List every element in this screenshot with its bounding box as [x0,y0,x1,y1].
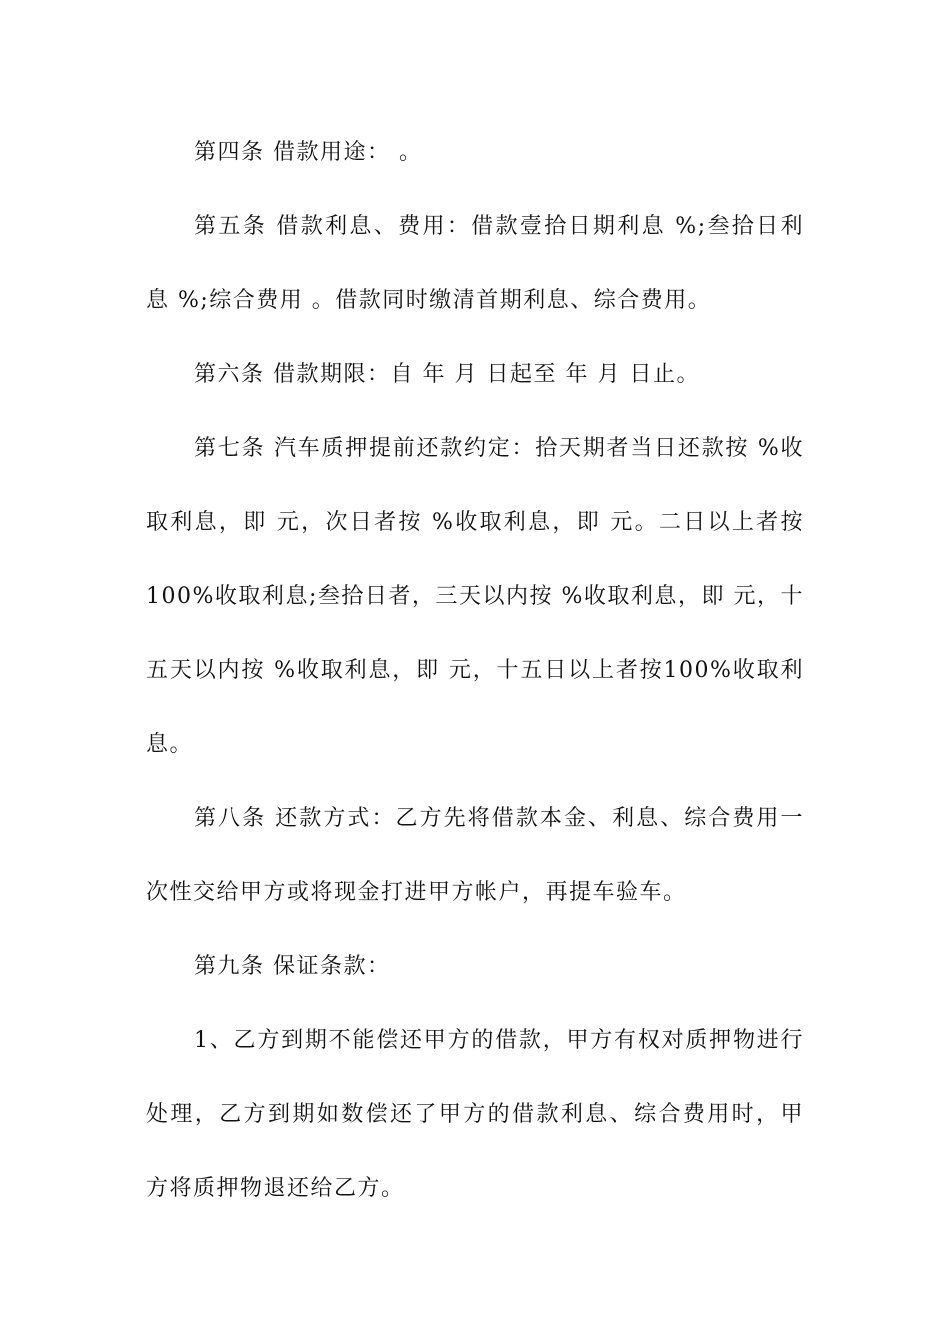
article-8-line-1: 第八条 还款方式：乙方先将借款本金、利息、综合费用一 [194,806,804,831]
article-9-line-1: 第九条 保证条款： [194,954,391,979]
clause-1-line-3: 方将质押物退还给乙方。 [146,1176,405,1201]
article-4-line-1: 第四条 借款用途： 。 [194,140,423,165]
article-7-line-4: 五天以内按 %收取利息，即 元，十五日以上者按100%收取利 [146,658,804,683]
article-7-line-2: 取利息，即 元，次日者按 %收取利息，即 元。二日以上者按 [146,510,804,535]
clause-1-line-2: 处理，乙方到期如数偿还了甲方的借款利息、综合费用时，甲 [146,1102,804,1127]
article-5-line-2: 息 %;综合费用 。借款同时缴清首期利息、综合费用。 [146,288,712,313]
article-7-line-3: 100%收取利息;叁拾日者，三天以内按 %收取利息，即 元，十 [146,584,804,609]
article-8-line-2: 次性交给甲方或将现金打进甲方帐户，再提车验车。 [146,880,687,905]
article-5-line-1: 第五条 借款利息、费用：借款壹拾日期利息 %;叁拾日利 [194,214,804,239]
article-6-line-1: 第六条 借款期限：自 年 月 日起至 年 月 日止。 [194,362,700,387]
clause-1-line-1: 1、乙方到期不能偿还甲方的借款，甲方有权对质押物进行 [194,1028,804,1053]
article-7-line-1: 第七条 汽车质押提前还款约定：拾天期者当日还款按 %收 [194,436,804,461]
article-7-line-5: 息。 [146,732,194,757]
